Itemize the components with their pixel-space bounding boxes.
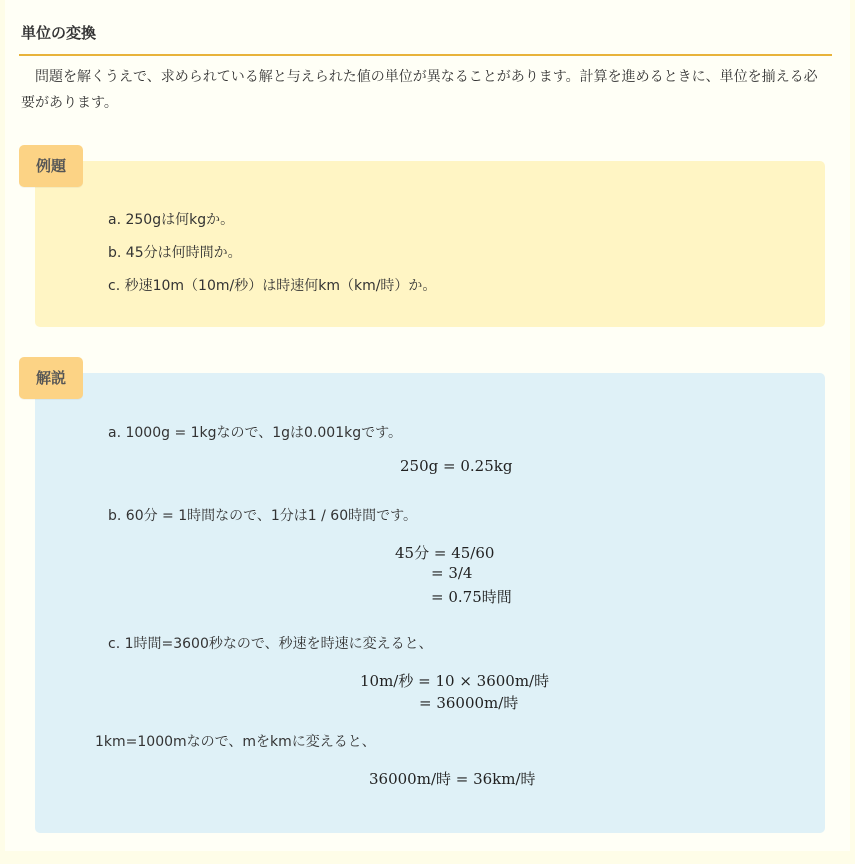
equation-c-line2: = 36000m/時: [419, 694, 519, 712]
example-item-c: c. 秒速10m（10m/秒）は時速何km（km/時）か。: [108, 278, 437, 294]
explanation-tag: 解説: [19, 357, 83, 399]
example-box: [35, 161, 825, 327]
explanation-box: [35, 373, 825, 833]
explanation-c-text2: 1km=1000mなので、mをkmに変えると、: [95, 734, 376, 750]
equation-c-line1: 10m/秒 = 10 × 3600m/時: [360, 672, 550, 690]
explanation-c-text: c. 1時間=3600秒なので、秒速を時速に変えると、: [108, 636, 433, 652]
equation-c-line3: 36000m/時 = 36km/時: [369, 770, 536, 788]
example-tag: 例題: [19, 145, 83, 187]
section-title: 単位の変換: [21, 24, 97, 42]
explanation-a-text: a. 1000g = 1kgなので、1gは0.001kgです。: [108, 425, 402, 441]
equation-b-line1: 45分 = 45/60: [395, 544, 495, 562]
equation-a: 250g = 0.25kg: [400, 457, 513, 475]
title-divider: [19, 54, 832, 56]
content-page: [5, 0, 850, 851]
explanation-b-text: b. 60分 = 1時間なので、1分は1 / 60時間です。: [108, 508, 417, 524]
equation-b-line3: = 0.75時間: [431, 588, 512, 606]
intro-paragraph: 問題を解くうえで、求められている解と与えられた値の単位が異なることがあります。計算を進めるときに、単位を揃える必要があります。: [21, 69, 818, 111]
example-item-a: a. 250gは何kgか。: [108, 212, 235, 228]
example-item-b: b. 45分は何時間か。: [108, 245, 242, 261]
equation-b-line2: = 3/4: [431, 564, 473, 582]
